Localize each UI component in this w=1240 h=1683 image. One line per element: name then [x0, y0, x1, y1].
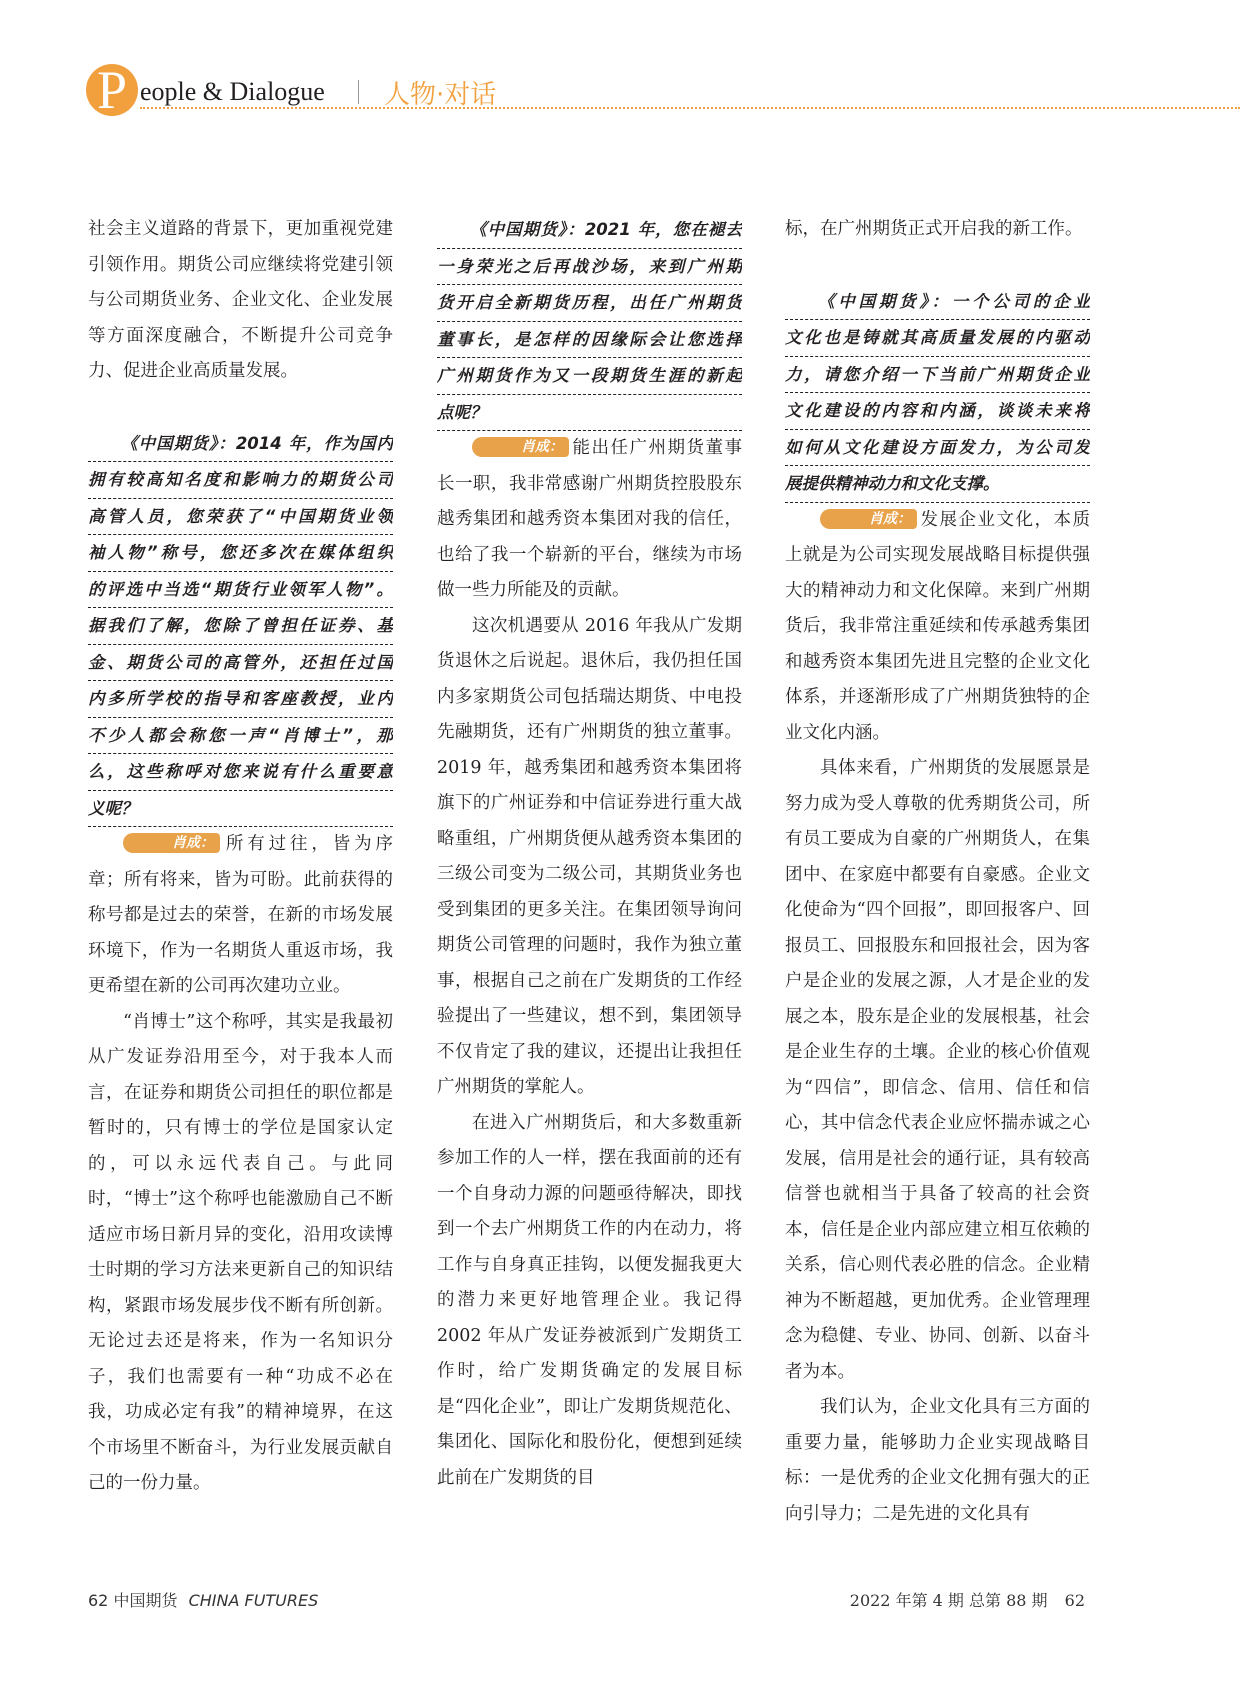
- question-line: 的评选中当选“期货行业领军人物”。: [88, 572, 393, 609]
- header-title: eople & Dialogue: [140, 77, 325, 106]
- question: [437, 212, 742, 431]
- question-line: 袖人物”称号，您还多次在媒体组织: [88, 535, 393, 572]
- header-dotted-rule: [140, 107, 1240, 109]
- paragraph: 具体来看，广州期货的发展愿景是努力成为受人尊敬的优秀期货公司，所有员工要成为自豪的广州期货人，在集团中、在家庭中都要有自豪感。企业文化使命为“四个回报”，即回报客户、回报员工、回报股东和回报社会，因为客户是企业的发展之源，人才是企业的发展之本，股东是企业的发展根基，社会是企业生存的土壤。企业的核心价值观为“四信”，即信念、信用、信任和信心，其中信念代表企业应怀揣赤诚之心发展，信用是社会的通行证，具有较高信誉也就相当于具备了较高的社会资本，信任是企业内部应建立相互依赖的关系，信心则代表必胜的信念。企业精神为不断超越，更加优秀。企业管理理念为稳健、专业、协同、创新、以奋斗者为本。: [785, 758, 1090, 1382]
- speaker-tag: 肖成：: [123, 833, 220, 853]
- paragraph: 在进入广州期货后，和大多数重新参加工作的人一样，摆在我面前的还有一个自身动力源的问题亟待解决，即找到一个去广州期货工作的内在动力，将工作与自身真正挂钩，以便发掘我更大的潜力来更好地管理企业。我记得 2002 年从广发证券被派到广发期货工作时，给广发期货确定的发展目标是“四化企业”，即让广发期货规范化、集团化、国际化和股份化，便想到延续此前在广发期货的目: [437, 1112, 742, 1488]
- column-2: [437, 212, 742, 1496]
- column-3: [785, 212, 1090, 1532]
- header-section: 人物·对话: [384, 80, 497, 110]
- paragraph: 社会主义道路的背景下，更加重视党建引领作用。期货公司应继续将党建引领与公司期货业务、企业文化、企业发展等方面深度融合，不断提升公司竞争力、促进企业高质量发展。: [88, 219, 393, 381]
- question: [88, 426, 393, 828]
- question-line: 文化建设的内容和内涵，谈谈未来将: [785, 393, 1090, 430]
- question-line: 高管人员，您荣获了“中国期货业领: [88, 499, 393, 536]
- answer: 肖成： 所有过往，皆为序章；所有将来，皆为可盼。此前获得的称号都是过去的荣誉，在新的市场发展环境下，作为一名期货人重返市场，我更希望在新的公司再次建功立业。: [88, 834, 393, 996]
- question-line: 义呢？: [88, 791, 393, 828]
- header-logo-letter: P: [86, 64, 138, 116]
- issue-info: 2022 年第 4 期 总第 88 期: [849, 1591, 1048, 1610]
- question-line: 文化也是铸就其高质量发展的内驱动: [785, 320, 1090, 357]
- paragraph: 这次机遇要从 2016 年我从广发期货退休之后说起。退休后，我仍担任国内多家期货公司包括瑞达期货、中电投先融期货，还有广州期货的独立董事。2019 年，越秀集团和越秀资本集团将旗下的广州证券和中信证券进行重大战略重组，广州期货便从越秀资本集团的三级公司变为二级公司，其期货业务也受到集团的更多关注。在集团领导询问期货公司管理的问题时，我作为独立董事，根据自己之前在广发期货的工作经验提出了一些建议，想不到，集团领导不仅肯定了我的建议，还提出让我担任广州期货的掌舵人。: [437, 615, 742, 1097]
- question-line: 董事长，是怎样的因缘际会让您选择: [437, 322, 742, 359]
- question: [785, 284, 1090, 503]
- page-number: 62: [88, 1591, 109, 1610]
- magazine-name-en: CHINA FUTURES: [188, 1591, 319, 1610]
- question-line: 展提供精神动力和文化支撑。: [785, 466, 1090, 503]
- question-line: 金、期货公司的高管外，还担任过国: [88, 645, 393, 682]
- question-line: 一身荣光之后再战沙场，来到广州期: [437, 249, 742, 286]
- paragraph: 我们认为，企业文化具有三方面的重要力量，能够助力企业实现战略目标：一是优秀的企业文化拥有强大的正向引导力；二是先进的文化具有: [785, 1397, 1090, 1524]
- paragraph: “肖博士”这个称呼，其实是我最初从广发证券沿用至今，对于我本人而言，在证券和期货公司担任的职位都是暂时的，只有博士的学位是国家认定的，可以永远代表自己。与此同时，“博士”这个称呼也能激励自己不断适应市场日新月异的变化，沿用攻读博士时期的学习方法来更新自己的知识结构，紧跟市场发展步伐不断有所创新。无论过去还是将来，作为一名知识分子，我们也需要有一种“功成不必在我，功成必定有我”的精神境界，在这个市场里不断奋斗，为行业发展贡献自己的一份力量。: [88, 1011, 393, 1493]
- speaker-tag: 肖成：: [820, 509, 917, 529]
- question-line: 据我们了解，您除了曾担任证券、基: [88, 608, 393, 645]
- question-line: 力，请您介绍一下当前广州期货企业: [785, 357, 1090, 394]
- magazine-name: 中国期货: [113, 1591, 178, 1610]
- paragraph: 标，在广州期货正式开启我的新工作。: [785, 219, 1083, 239]
- header-divider: [358, 80, 359, 104]
- question-line: 如何从文化建设方面发力，为公司发: [785, 430, 1090, 467]
- question-line: 么，这些称呼对您来说有什么重要意: [88, 754, 393, 791]
- question-line: 《中国期货》：2014 年，作为国内: [88, 426, 393, 463]
- question-line: 《中国期货》：一个公司的企业: [785, 284, 1090, 321]
- footer-left: [88, 1588, 318, 1611]
- footer-right: [850, 1588, 1085, 1611]
- speaker-tag: 肖成：: [472, 437, 569, 457]
- answer: 肖成： 能出任广州期货董事长一职，我非常感谢广州期货控股股东越秀集团和越秀资本集团对我的信任，也给了我一个崭新的平台，继续为市场做一些力所能及的贡献。: [437, 438, 742, 600]
- question-line: 拥有较高知名度和影响力的期货公司: [88, 462, 393, 499]
- column-1: [88, 212, 393, 1502]
- answer: 肖成： 发展企业文化，本质上就是为公司实现发展战略目标提供强大的精神动力和文化保障。来到广州期货后，我非常注重延续和传承越秀集团和越秀资本集团先进且完整的企业文化体系，并逐渐形成了广州期货独特的企业文化内涵。: [785, 509, 1090, 743]
- question-line: 内多所学校的指导和客座教授，业内: [88, 681, 393, 718]
- question-line: 不少人都会称您一声“肖博士”，那: [88, 718, 393, 755]
- question-line: 点呢？: [437, 395, 742, 432]
- question-line: 《中国期货》：2021 年，您在褪去: [437, 212, 742, 249]
- question-line: 广州期货作为又一段期货生涯的新起: [437, 358, 742, 395]
- question-line: 货开启全新期货历程，出任广州期货: [437, 285, 742, 322]
- page-number: 62: [1064, 1591, 1085, 1610]
